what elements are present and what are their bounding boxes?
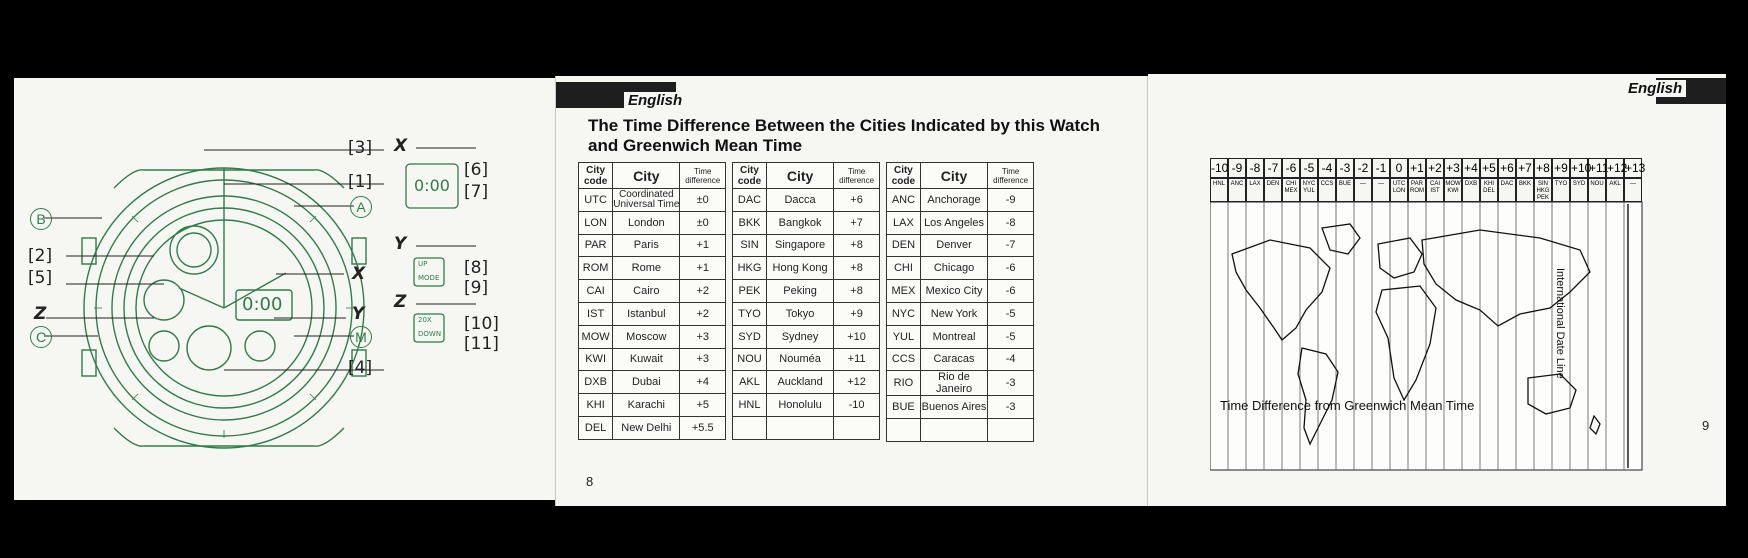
city-name: Dacca	[767, 189, 834, 212]
table-row	[733, 234, 880, 257]
table-row	[579, 189, 726, 212]
label-x-watch: X	[352, 264, 366, 284]
city-name: Kuwait	[613, 348, 680, 371]
city-name	[920, 419, 987, 442]
city-name: Honolulu	[767, 394, 834, 417]
time-difference: +5	[680, 394, 726, 417]
callout-8: [8]	[464, 258, 489, 278]
button-b-icon: B	[30, 208, 52, 230]
offset-cell: +11	[1588, 158, 1606, 178]
header-diff: Time difference	[988, 163, 1034, 189]
city-name: Rio de Janeiro	[920, 371, 987, 396]
city-code: DAC	[733, 189, 767, 212]
table-row	[733, 302, 880, 325]
table-row	[733, 211, 880, 234]
table-row	[733, 371, 880, 394]
city-code: UTC	[579, 189, 613, 212]
city-name: Paris	[613, 234, 680, 257]
city-code	[733, 416, 767, 439]
time-difference: -4	[988, 348, 1034, 371]
city-code: PEK	[733, 280, 767, 303]
button-a-icon: A	[350, 196, 372, 218]
header-code: City code	[887, 163, 921, 189]
table-row	[887, 280, 1034, 303]
city-name: Peking	[767, 280, 834, 303]
offset-cell: +12	[1606, 158, 1624, 178]
offset-cell: -3	[1336, 158, 1354, 178]
city-code: SIN	[733, 234, 767, 257]
offset-cell: -8	[1246, 158, 1264, 178]
table-row	[579, 348, 726, 371]
zone-code-cell: CCS	[1318, 178, 1336, 202]
table-row	[579, 416, 726, 439]
table-row	[579, 302, 726, 325]
city-code: NOU	[733, 348, 767, 371]
table-row	[887, 396, 1034, 419]
zone-code-cell: DEN	[1264, 178, 1282, 202]
label-z-watch: Z	[34, 304, 47, 324]
zone-code-cell: PAR ROM	[1408, 178, 1426, 202]
city-name: New York	[920, 302, 987, 325]
time-difference: -3	[988, 396, 1034, 419]
detail-20x-button-label: 20X	[418, 316, 432, 324]
zone-code-cell: UTC LON	[1390, 178, 1408, 202]
city-code: HKG	[733, 257, 767, 280]
city-name: Moscow	[613, 325, 680, 348]
city-code: DEN	[887, 234, 921, 257]
header-diff: Time difference	[834, 163, 880, 189]
city-code: KHI	[579, 394, 613, 417]
zone-code-cell: BUE	[1336, 178, 1354, 202]
button-m-icon: M	[350, 326, 372, 348]
detail-up-button-label: UP	[418, 260, 428, 268]
offset-cell: +4	[1462, 158, 1480, 178]
city-table-3	[886, 162, 1034, 442]
world-map	[1210, 168, 1644, 502]
table-row	[733, 280, 880, 303]
table-row	[733, 348, 880, 371]
header-code: City code	[733, 163, 767, 189]
city-code: ANC	[887, 189, 921, 212]
time-difference: +9	[834, 302, 880, 325]
header-city: City	[613, 163, 680, 189]
zone-code-cell: —	[1354, 178, 1372, 202]
city-table-2	[732, 162, 880, 440]
table-row	[887, 325, 1034, 348]
time-difference: +7	[834, 211, 880, 234]
zone-code-cell: LAX	[1246, 178, 1264, 202]
table-row	[733, 257, 880, 280]
city-name: Coordinated Universal Time	[613, 188, 680, 210]
time-difference: -5	[988, 325, 1034, 348]
offset-cell: -6	[1282, 158, 1300, 178]
callout-10: [10]	[464, 314, 499, 334]
city-code: DEL	[579, 416, 613, 439]
city-code: HNL	[733, 394, 767, 417]
callout-7: [7]	[464, 182, 489, 202]
time-difference: +1	[680, 234, 726, 257]
page-number-9: 9	[1702, 418, 1710, 433]
header-diff: Time difference	[680, 163, 726, 189]
zone-code-cell: BKK	[1516, 178, 1534, 202]
table-row	[579, 394, 726, 417]
city-name: Caracas	[920, 348, 987, 371]
city-code: ROM	[579, 257, 613, 280]
city-name	[767, 416, 834, 439]
map-caption: Time Difference from Greenwich Mean Time	[1220, 398, 1475, 413]
time-difference: +4	[680, 371, 726, 394]
city-name: Bangkok	[767, 211, 834, 234]
label-z-detail: Z	[394, 292, 407, 312]
zone-code-cell: —	[1624, 178, 1642, 202]
city-name: Sydney	[767, 325, 834, 348]
left-page	[14, 78, 556, 500]
city-code: RIO	[887, 371, 921, 396]
table-row	[887, 348, 1034, 371]
city-name: Montreal	[920, 325, 987, 348]
watch-digital-display: 0:00	[242, 294, 283, 315]
time-difference: +8	[834, 234, 880, 257]
time-difference	[988, 419, 1034, 442]
city-code: TYO	[733, 302, 767, 325]
time-difference: +11	[834, 348, 880, 371]
zone-code-cell: KHI DEL	[1480, 178, 1498, 202]
city-code: DXB	[579, 371, 613, 394]
time-difference: +6	[834, 189, 880, 212]
city-name: Cairo	[613, 280, 680, 303]
time-difference: +8	[834, 280, 880, 303]
time-difference: -6	[988, 257, 1034, 280]
city-code: NYC	[887, 302, 921, 325]
label-y-watch: Y	[352, 304, 365, 324]
time-difference: -9	[988, 189, 1034, 212]
zone-code-cell: SYD	[1570, 178, 1588, 202]
zone-code-cell: —	[1372, 178, 1390, 202]
callout-6: [6]	[464, 160, 489, 180]
table-row	[579, 211, 726, 234]
offset-cell: +9	[1552, 158, 1570, 178]
city-name: Rome	[613, 257, 680, 280]
detail-down-button-label: DOWN	[418, 330, 442, 338]
offset-cell: +2	[1426, 158, 1444, 178]
city-code: SYD	[733, 325, 767, 348]
offset-cell: +7	[1516, 158, 1534, 178]
time-difference: ±0	[680, 189, 726, 212]
city-name: Denver	[920, 234, 987, 257]
table-row	[887, 257, 1034, 280]
time-difference: -6	[988, 280, 1034, 303]
city-name: Auckland	[767, 371, 834, 394]
button-c-icon: C	[30, 326, 52, 348]
zone-code-cell: SIN HKG PEK	[1534, 178, 1552, 202]
city-code: MOW	[579, 325, 613, 348]
city-name: Singapore	[767, 234, 834, 257]
detail-lcd-display: 0:00	[414, 176, 450, 195]
city-code: YUL	[887, 325, 921, 348]
offset-cell: +13	[1624, 158, 1642, 178]
time-difference: -7	[988, 234, 1034, 257]
city-name: Mexico City	[920, 280, 987, 303]
time-difference: -3	[988, 371, 1034, 396]
city-code: CAI	[579, 280, 613, 303]
table-row	[579, 371, 726, 394]
time-difference: ±0	[680, 211, 726, 234]
table-row	[579, 234, 726, 257]
city-name: Dubai	[613, 371, 680, 394]
callout-1: [1]	[348, 172, 373, 192]
table-row	[887, 234, 1034, 257]
city-code: KWI	[579, 348, 613, 371]
time-difference: +2	[680, 280, 726, 303]
city-name: Istanbul	[613, 302, 680, 325]
time-difference: +10	[834, 325, 880, 348]
offset-cell: +8	[1534, 158, 1552, 178]
city-name: Tokyo	[767, 302, 834, 325]
city-code: AKL	[733, 371, 767, 394]
city-name: Hong Kong	[767, 257, 834, 280]
table-row	[733, 416, 880, 439]
zone-code-cell: CHI MEX	[1282, 178, 1300, 202]
header-code: City code	[579, 163, 613, 189]
table-row	[579, 257, 726, 280]
offset-cell: 0	[1390, 158, 1408, 178]
offset-cell: -9	[1228, 158, 1246, 178]
city-name: Anchorage	[920, 189, 987, 212]
zone-code-cell: DAC	[1498, 178, 1516, 202]
zone-code-cell: ANC	[1228, 178, 1246, 202]
page-number-8: 8	[586, 474, 594, 489]
time-difference: +3	[680, 325, 726, 348]
city-code: LON	[579, 211, 613, 234]
city-code: BKK	[733, 211, 767, 234]
offset-cell: -10	[1210, 158, 1228, 178]
offset-cell: -7	[1264, 158, 1282, 178]
table-row	[887, 302, 1034, 325]
callout-2: [2]	[28, 246, 53, 266]
offset-cell: -1	[1372, 158, 1390, 178]
zone-code-cell: HNL	[1210, 178, 1228, 202]
header-city: City	[767, 163, 834, 189]
city-name: London	[613, 211, 680, 234]
city-code: PAR	[579, 234, 613, 257]
callout-5: [5]	[28, 268, 53, 288]
city-code: BUE	[887, 396, 921, 419]
time-difference: -5	[988, 302, 1034, 325]
offset-cell: +1	[1408, 158, 1426, 178]
time-difference: +2	[680, 302, 726, 325]
callout-11: [11]	[464, 334, 499, 354]
table-row	[887, 211, 1034, 234]
zone-code-cell: TYO	[1552, 178, 1570, 202]
time-difference: +8	[834, 257, 880, 280]
offset-cell: +5	[1480, 158, 1498, 178]
callout-3: [3]	[348, 138, 373, 158]
offset-cell: -4	[1318, 158, 1336, 178]
zone-code-cell: NYC YUL	[1300, 178, 1318, 202]
time-difference	[834, 416, 880, 439]
city-name: Karachi	[613, 394, 680, 417]
table-row	[733, 394, 880, 417]
time-difference: -10	[834, 394, 880, 417]
table-row	[579, 280, 726, 303]
time-difference: +5.5	[680, 416, 726, 439]
detail-mode-button-label: MODE	[418, 274, 440, 282]
city-name: Los Angeles	[920, 211, 987, 234]
offset-cell: +6	[1498, 158, 1516, 178]
table-row	[887, 371, 1034, 396]
callout-4: [4]	[348, 358, 373, 378]
zone-code-cell: AKL	[1606, 178, 1624, 202]
zone-code-cell: NOU	[1588, 178, 1606, 202]
label-y-detail: Y	[394, 234, 407, 254]
table-row	[733, 189, 880, 212]
city-table-1	[578, 162, 726, 440]
city-name: Nouméa	[767, 348, 834, 371]
time-difference: +3	[680, 348, 726, 371]
table-row	[887, 189, 1034, 212]
language-label-middle: English	[624, 92, 686, 109]
city-name: Chicago	[920, 257, 987, 280]
zone-code-cell: MOW KWI	[1444, 178, 1462, 202]
offset-cell: +3	[1444, 158, 1462, 178]
right-page	[1148, 74, 1726, 506]
time-difference: +12	[834, 371, 880, 394]
table-title: The Time Difference Between the Cities Indicated by this Watch and Greenwich Mean Time	[588, 116, 1101, 155]
city-code: LAX	[887, 211, 921, 234]
offset-cell: -5	[1300, 158, 1318, 178]
city-code: CHI	[887, 257, 921, 280]
label-x-detail: X	[394, 136, 408, 156]
city-code	[887, 419, 921, 442]
time-difference: -8	[988, 211, 1034, 234]
offset-cell: +10	[1570, 158, 1588, 178]
table-row	[887, 419, 1034, 442]
header-city: City	[920, 163, 987, 189]
city-name: New Delhi	[613, 416, 680, 439]
city-code: CCS	[887, 348, 921, 371]
middle-page	[556, 76, 1148, 506]
date-line-label: International Date Line	[1554, 268, 1566, 379]
table-row	[579, 325, 726, 348]
callout-9: [9]	[464, 278, 489, 298]
table-row	[733, 325, 880, 348]
city-code: MEX	[887, 280, 921, 303]
offset-cell: -2	[1354, 158, 1372, 178]
language-label-right: English	[1624, 80, 1686, 97]
city-name: Buenos Aires	[920, 396, 987, 419]
zone-code-cell: DXB	[1462, 178, 1480, 202]
city-code: IST	[579, 302, 613, 325]
time-difference: +1	[680, 257, 726, 280]
zone-code-cell: CAI IST	[1426, 178, 1444, 202]
